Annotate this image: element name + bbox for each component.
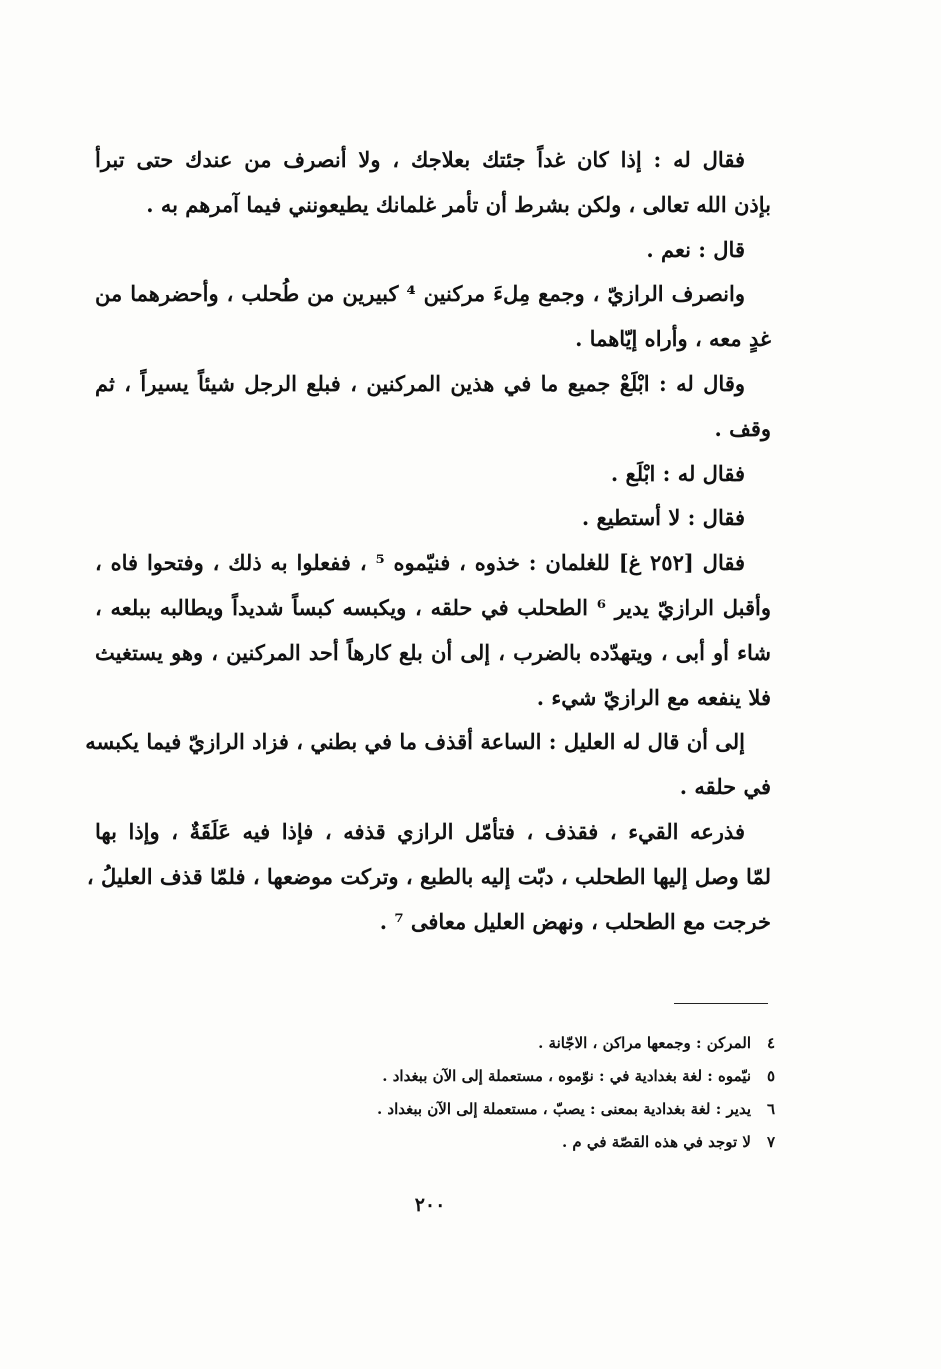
footnote-item [175, 1028, 775, 1061]
text-line-1: فقال له : إذا كان غداً جئتك بعلاجك ، ولا أنصرف من عندك حتى تبرأ [95, 147, 745, 172]
text-line-15: في حلقه . [679, 774, 771, 800]
text-line-18: خرجت مع الطحلب ، ونهض العليل معافى ⁷ . [379, 908, 771, 934]
text-line-2: بإذن الله تعالى ، ولكن بشرط أن تأمر غلمانك يطيعونني فيما آمرهم به . [146, 191, 771, 217]
text-line-16: فذرعه القيء ، فقذف ، فتأمّل الرازي قذفه ، فإذا فيه عَلَقَةٌ ، وإذا بها [95, 818, 745, 844]
footnote-number: ٦ [766, 1100, 775, 1118]
footnote-divider [674, 1003, 768, 1004]
footnote-number: ٧ [766, 1133, 775, 1151]
footnote-text: نيّموه : لغة بغدادية في : نوّموه ، مستعملة إلى الآن ببغداد . [382, 1067, 751, 1085]
text-line-12: شاء أو أبى ، ويتهدّده بالضرب ، إلى أن بلع كارهاً أحد المركنين ، وهو يستغيث [95, 639, 771, 665]
text-line-8: فقال له : ابْلَع . [610, 460, 745, 486]
footnote-item [175, 1127, 775, 1160]
footnote-text: يدير : لغة بغدادية بمعنى : يصبّ ، مستعملة إلى الآن ببغداد . [376, 1100, 751, 1118]
text-line-6: وقال له : ابْلَعْ جميع ما في هذين المركنين ، فبلع الرجل شيئاً يسيراً ، ثم [95, 370, 745, 396]
main-text-block [85, 138, 771, 944]
text-line-7: وقف . [714, 415, 771, 441]
text-line-13: فلا ينفعه مع الرازيّ شيء . [536, 684, 771, 710]
text-line-10: فقال [٢٥٢ غ] للغلمان : خذوه ، فنيّموه ⁵ ، ففعلوا به ذلك ، وفتحوا فاه ، [95, 550, 745, 576]
footnotes [175, 1028, 775, 1160]
text-line-3: قال : نعم . [646, 236, 745, 262]
text-line-11: وأقبل الرازيّ يدير ⁶ الطحلب في حلقه ، ويكبسه كبساً شديداً ويطالبه ببلعه ، [95, 594, 771, 620]
text-line-17: لمّا وصل إليها الطحلب ، دبّت إليه بالطبع ، وتركت موضعها ، فلمّا قذف العليلُ ، [86, 863, 771, 889]
footnote-number: ٥ [766, 1067, 775, 1085]
footnote-number: ٤ [766, 1034, 775, 1052]
page-number: ٢٠٠ [414, 1194, 446, 1216]
text-line-9: فقال : لا أستطيع . [581, 505, 745, 531]
footnote-text: المركن : وجمعها مراكن ، الاجّانة . [538, 1034, 751, 1052]
footnote-text: لا توجد في هذه القصّة في م . [561, 1133, 751, 1151]
text-line-14: إلى أن قال له العليل : الساعة أقذف ما في بطني ، فزاد الرازيّ فيما يكبسه [85, 729, 745, 755]
text-line-4: وانصرف الرازيّ ، وجمع مِلءَ مركنين ⁴ كبيرين من طُحلب ، وأحضرهما من [95, 281, 745, 307]
footnote-item [175, 1094, 775, 1127]
text-line-5: غدٍ معه ، وأراه إيّاهما . [575, 326, 771, 352]
footnote-item [175, 1061, 775, 1094]
